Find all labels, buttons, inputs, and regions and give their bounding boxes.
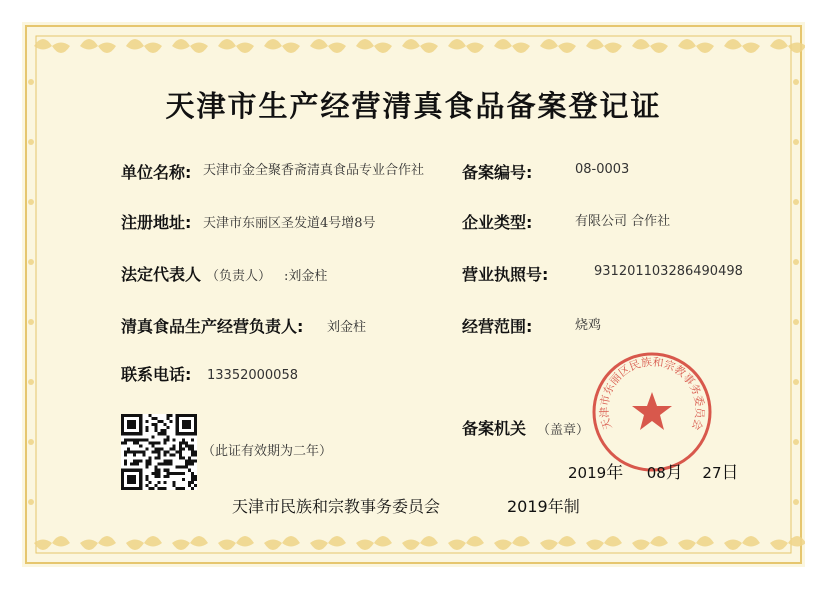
qr-module — [133, 463, 136, 466]
qr-finder — [127, 475, 136, 484]
qr-module — [157, 481, 160, 484]
date-day-unit: 日 — [721, 463, 739, 483]
border-swirl — [172, 39, 208, 53]
qr-module — [154, 426, 157, 429]
qr-module — [185, 460, 188, 463]
phone-value: 13352000058 — [207, 368, 298, 383]
date-day: 27 — [702, 464, 722, 482]
qr-module — [151, 472, 154, 475]
license-no-label: 营业执照号: — [462, 265, 549, 284]
border-swirl — [724, 39, 760, 53]
qr-module — [161, 432, 164, 435]
halal-manager-label: 清真食品生产经营负责人: — [121, 317, 304, 336]
qr-module — [179, 457, 182, 460]
qr-module — [148, 481, 151, 484]
border-swirl — [494, 39, 530, 53]
qr-module — [167, 472, 170, 475]
border-swirl — [540, 536, 576, 550]
qr-module — [145, 447, 148, 450]
qr-module — [148, 463, 151, 466]
qr-module — [145, 478, 148, 481]
qr-module — [182, 472, 185, 475]
qr-module — [124, 450, 127, 453]
qr-module — [154, 450, 157, 453]
qr-module — [130, 438, 133, 441]
border-swirl — [34, 39, 70, 53]
qr-module — [179, 444, 182, 447]
border-swirl — [540, 39, 576, 53]
qr-module — [173, 484, 176, 487]
qr-module — [157, 441, 160, 444]
qr-module — [154, 484, 157, 487]
date-year: 2019 — [568, 464, 607, 482]
qr-module — [191, 472, 194, 475]
qr-module — [185, 466, 188, 469]
phone-label: 联系电话: — [121, 365, 192, 384]
qr-module — [157, 457, 160, 460]
date-month: 08 — [646, 464, 666, 482]
border-swirl — [34, 536, 70, 550]
qr-module — [179, 447, 182, 450]
qr-module — [191, 487, 194, 490]
border-swirl — [126, 39, 162, 53]
license-no-value: 931201103286490498 — [594, 264, 743, 279]
qr-module — [167, 426, 170, 429]
reg-address-label: 注册地址: — [121, 213, 192, 232]
qr-module — [194, 475, 197, 478]
date-month-unit: 月 — [665, 463, 683, 483]
qr-module — [185, 444, 188, 447]
qr-module — [164, 450, 167, 453]
qr-module — [157, 432, 160, 435]
qr-module — [154, 423, 157, 426]
qr-module — [142, 454, 145, 457]
qr-module — [170, 414, 173, 417]
authority-sub: （盖章） — [537, 423, 590, 438]
qr-module — [133, 441, 136, 444]
border-swirl — [402, 536, 438, 550]
qr-module — [161, 487, 164, 490]
date-year-unit: 年 — [606, 463, 624, 483]
border-dot — [793, 439, 799, 445]
qr-module — [124, 463, 127, 466]
unit-name-label: 单位名称: — [121, 163, 192, 182]
border-dot — [28, 439, 34, 445]
border-swirl — [448, 39, 484, 53]
qr-module — [164, 463, 167, 466]
qr-module — [133, 454, 136, 457]
qr-module — [182, 438, 185, 441]
qr-module — [164, 438, 167, 441]
qr-module — [170, 420, 173, 423]
border-swirl — [264, 536, 300, 550]
qr-module — [151, 417, 154, 420]
border-swirl — [310, 536, 346, 550]
qr-module — [157, 463, 160, 466]
border-dot — [28, 139, 34, 145]
qr-module — [191, 463, 194, 466]
qr-module — [161, 429, 164, 432]
qr-module — [151, 441, 154, 444]
qr-module — [130, 450, 133, 453]
border-swirl — [586, 536, 622, 550]
qr-module — [145, 475, 148, 478]
border-swirl — [310, 39, 346, 53]
qr-module — [157, 420, 160, 423]
qr-module — [167, 435, 170, 438]
qr-module — [157, 450, 160, 453]
border-swirl — [126, 536, 162, 550]
qr-module — [139, 460, 142, 463]
qr-module — [182, 466, 185, 469]
border-swirl — [218, 39, 254, 53]
qr-module — [142, 438, 145, 441]
qr-module — [185, 463, 188, 466]
record-no-value: 08-0003 — [575, 162, 630, 177]
record-no-label: 备案编号: — [462, 163, 533, 182]
border-swirl — [356, 536, 392, 550]
seal-text: 天津市东丽区民族和宗教事务委员会 — [597, 355, 707, 432]
qr-module — [164, 432, 167, 435]
legal-rep-value: :刘金柱 — [284, 269, 328, 284]
border-dot — [793, 199, 799, 205]
qr-module — [164, 469, 167, 472]
border-swirl — [448, 536, 484, 550]
qr-module — [161, 447, 164, 450]
qr-module — [148, 487, 151, 490]
border-dot — [28, 199, 34, 205]
qr-module — [191, 438, 194, 441]
border-dot — [28, 319, 34, 325]
issuer-footer: 天津市民族和宗教事务委员会 — [232, 497, 441, 516]
qr-module — [145, 420, 148, 423]
qr-module — [182, 441, 185, 444]
qr-module — [164, 441, 167, 444]
qr-module — [133, 438, 136, 441]
qr-module — [194, 454, 197, 457]
border-swirl — [264, 39, 300, 53]
qr-module — [191, 447, 194, 450]
qr-module — [148, 441, 151, 444]
qr-module — [157, 475, 160, 478]
qr-module — [167, 450, 170, 453]
qr-module — [151, 450, 154, 453]
qr-module — [127, 438, 130, 441]
qr-module — [176, 466, 179, 469]
qr-module — [136, 463, 139, 466]
qr-module — [173, 444, 176, 447]
qr-module — [151, 423, 154, 426]
qr-module — [188, 457, 191, 460]
qr-module — [179, 454, 182, 457]
qr-module — [130, 463, 133, 466]
validity-note: （此证有效期为二年） — [202, 444, 333, 459]
border-dot — [793, 499, 799, 505]
qr-module — [179, 466, 182, 469]
qr-module — [136, 450, 139, 453]
qr-module — [188, 469, 191, 472]
qr-module — [154, 441, 157, 444]
qr-module — [142, 450, 145, 453]
qr-module — [133, 460, 136, 463]
border-dot — [28, 499, 34, 505]
halal-manager-value: 刘金柱 — [327, 320, 367, 335]
qr-module — [167, 475, 170, 478]
qr-module — [188, 460, 191, 463]
qr-module — [127, 447, 130, 450]
qr-module — [139, 444, 142, 447]
qr-module — [194, 484, 197, 487]
qr-module — [154, 466, 157, 469]
qr-module — [188, 463, 191, 466]
qr-module — [182, 457, 185, 460]
qr-module — [145, 484, 148, 487]
qr-module — [191, 460, 194, 463]
border-swirl — [632, 39, 668, 53]
qr-module — [194, 478, 197, 481]
qr-finder — [182, 420, 191, 429]
qr-module — [179, 487, 182, 490]
qr-module — [164, 454, 167, 457]
border-swirl — [770, 536, 805, 550]
qr-module — [154, 475, 157, 478]
qr-module — [124, 454, 127, 457]
qr-module — [167, 460, 170, 463]
qr-module — [121, 441, 124, 444]
certificate-title: 天津市生产经营清真食品备案登记证 — [165, 89, 662, 123]
qr-module — [179, 472, 182, 475]
qr-module — [154, 447, 157, 450]
border-swirl — [678, 536, 714, 550]
qr-module — [139, 438, 142, 441]
qr-module — [151, 487, 154, 490]
qr-module — [185, 441, 188, 444]
legal-rep-label: 法定代表人 — [121, 265, 202, 284]
qr-module — [182, 478, 185, 481]
qr-module — [124, 460, 127, 463]
qr-module — [136, 441, 139, 444]
qr-module — [127, 450, 130, 453]
qr-module — [179, 450, 182, 453]
qr-module — [191, 481, 194, 484]
border-swirl — [172, 536, 208, 550]
qr-module — [145, 463, 148, 466]
qr-module — [151, 444, 154, 447]
qr-module — [182, 487, 185, 490]
border-swirl — [678, 39, 714, 53]
qr-module — [170, 454, 173, 457]
qr-module — [179, 441, 182, 444]
qr-module — [124, 441, 127, 444]
border-dot — [793, 259, 799, 265]
qr-module — [164, 475, 167, 478]
qr-module — [191, 454, 194, 457]
border-swirl — [402, 39, 438, 53]
qr-module — [173, 454, 176, 457]
qr-module — [154, 469, 157, 472]
qr-module — [170, 447, 173, 450]
qr-module — [194, 450, 197, 453]
qr-module — [173, 438, 176, 441]
qr-module — [167, 438, 170, 441]
company-type-value: 有限公司 合作社 — [575, 214, 671, 229]
qr-module — [173, 472, 176, 475]
qr-module — [157, 472, 160, 475]
qr-module — [145, 460, 148, 463]
qr-module — [194, 460, 197, 463]
qr-module — [154, 457, 157, 460]
qr-module — [170, 463, 173, 466]
scope-label: 经营范围: — [462, 317, 533, 336]
qr-module — [157, 469, 160, 472]
qr-module — [151, 435, 154, 438]
border-swirl — [356, 39, 392, 53]
border-swirl — [724, 536, 760, 550]
border-dot — [793, 379, 799, 385]
qr-module — [161, 420, 164, 423]
qr-module — [157, 447, 160, 450]
qr-module — [148, 414, 151, 417]
qr-module — [188, 481, 191, 484]
unit-name-value: 天津市金全聚香斋清真食品专业合作社 — [203, 163, 425, 178]
legal-rep-sub: （负责人） — [206, 269, 272, 284]
qr-module — [191, 444, 194, 447]
qr-module — [145, 426, 148, 429]
qr-module — [173, 447, 176, 450]
qr-module — [167, 414, 170, 417]
border-swirl — [770, 39, 805, 53]
date-line — [568, 458, 739, 483]
qr-module — [136, 460, 139, 463]
qr-module — [188, 444, 191, 447]
qr-module — [148, 457, 151, 460]
border-dot — [793, 139, 799, 145]
qr-finder — [127, 420, 136, 429]
qr-module — [136, 438, 139, 441]
reg-address-value: 天津市东丽区圣发道4号增8号 — [203, 216, 376, 231]
qr-module — [164, 429, 167, 432]
border-swirl — [632, 536, 668, 550]
qr-module — [173, 481, 176, 484]
qr-module — [164, 487, 167, 490]
made-year-footer: 2019年制 — [507, 497, 580, 516]
qr-module — [154, 429, 157, 432]
qr-module — [170, 472, 173, 475]
qr-module — [191, 475, 194, 478]
qr-module — [188, 447, 191, 450]
qr-code — [121, 414, 197, 490]
border-swirl — [494, 536, 530, 550]
official-seal — [590, 350, 714, 474]
qr-module — [176, 487, 179, 490]
qr-module — [157, 454, 160, 457]
qr-module — [148, 460, 151, 463]
qr-module — [124, 438, 127, 441]
qr-module — [191, 450, 194, 453]
scope-value: 烧鸡 — [575, 318, 602, 333]
qr-module — [139, 450, 142, 453]
qr-module — [164, 423, 167, 426]
qr-module — [182, 447, 185, 450]
border-swirl — [80, 39, 116, 53]
border-dot — [793, 319, 799, 325]
company-type-label: 企业类型: — [462, 213, 533, 232]
qr-module — [164, 481, 167, 484]
qr-module — [164, 460, 167, 463]
qr-module — [176, 450, 179, 453]
qr-module — [167, 469, 170, 472]
qr-module — [145, 429, 148, 432]
qr-module — [170, 460, 173, 463]
qr-module — [188, 484, 191, 487]
qr-module — [167, 417, 170, 420]
qr-module — [133, 450, 136, 453]
qr-module — [145, 466, 148, 469]
qr-module — [176, 472, 179, 475]
border-swirl — [586, 39, 622, 53]
qr-module — [191, 478, 194, 481]
qr-module — [145, 438, 148, 441]
border-dot — [28, 259, 34, 265]
qr-module — [161, 463, 164, 466]
qr-module — [157, 487, 160, 490]
qr-module — [167, 463, 170, 466]
qr-module — [154, 417, 157, 420]
border-swirl — [80, 536, 116, 550]
qr-module — [154, 472, 157, 475]
border-swirl — [218, 536, 254, 550]
border-dot — [28, 379, 34, 385]
authority-label: 备案机关 — [462, 419, 527, 438]
